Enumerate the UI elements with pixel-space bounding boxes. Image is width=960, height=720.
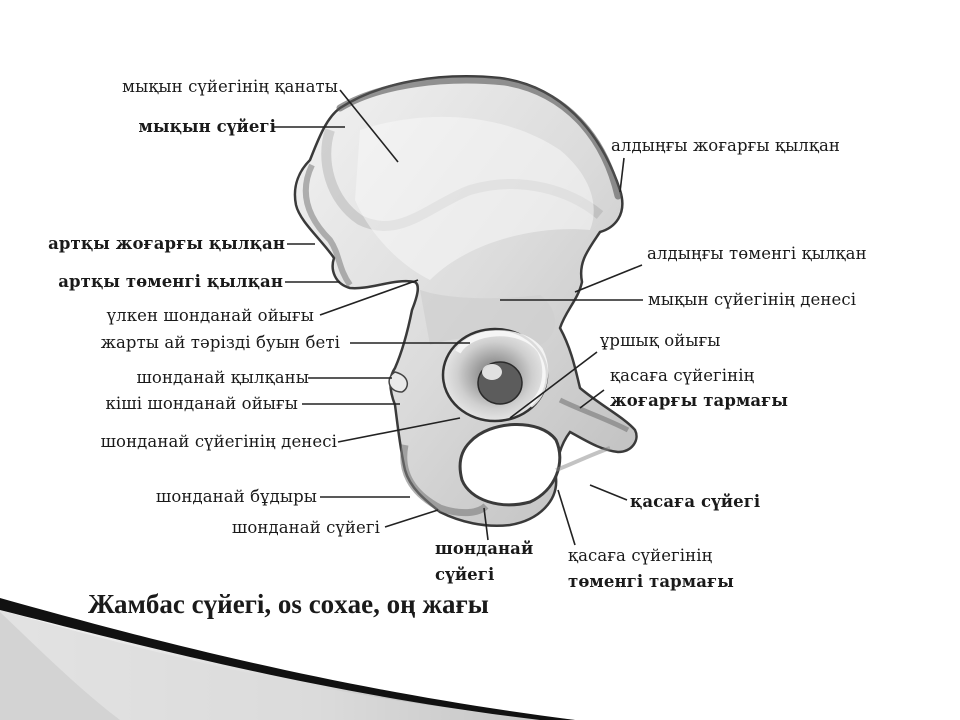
figure-caption: Жамбас сүйегі, os coxae, оң жағы xyxy=(88,589,489,619)
label-lesser-sciatic-notch: кіші шонданай ойығы xyxy=(105,394,298,413)
leader-anterior-superior-spine xyxy=(620,158,624,192)
label-posterior-inferior-spine: артқы төменгі қылқан xyxy=(58,272,283,291)
label-ischium-bold-line2: сүйегі xyxy=(435,565,495,584)
label-ischial-body: шонданай сүйегінің денесі xyxy=(100,432,337,451)
label-inferior-pubic-ramus-line1: қасаға сүйегінің xyxy=(568,546,713,565)
label-pubis: қасаға сүйегі xyxy=(630,492,761,511)
label-ilium: мықын сүйегі xyxy=(138,117,276,136)
label-greater-sciatic-notch: үлкен шонданай ойығы xyxy=(106,306,314,325)
label-acetabular-fossa: ұршық ойығы xyxy=(600,331,721,350)
label-ischial-spine: шонданай қылқаны xyxy=(136,368,309,387)
label-iliac-wing: мықын сүйегінің қанаты xyxy=(122,77,338,96)
leader-pubis xyxy=(590,485,627,500)
label-ischial-tuberosity: шонданай бұдыры xyxy=(155,487,317,506)
hip-bone-illustration xyxy=(295,76,637,525)
label-anterior-superior-spine: алдыңғы жоғарғы қылқан xyxy=(611,136,841,155)
label-iliac-body: мықын сүйегінің денесі xyxy=(648,290,857,309)
label-ischium-bold-line1: шонданай xyxy=(435,539,534,558)
label-ischium: шонданай сүйегі xyxy=(231,518,380,537)
leader-inferior-pubic-ramus xyxy=(558,490,575,545)
label-posterior-superior-spine: артқы жоғарғы қылқан xyxy=(48,234,285,253)
leader-anterior-inferior-spine xyxy=(575,265,642,292)
label-inferior-pubic-ramus-line2: төменгі тармағы xyxy=(568,572,734,591)
label-superior-pubic-ramus-line1: қасаға сүйегінің xyxy=(610,366,755,385)
leader-ischium xyxy=(385,510,438,527)
label-superior-pubic-ramus-line2: жоғарғы тармағы xyxy=(610,391,789,410)
obturator-foramen xyxy=(460,424,560,504)
label-lunate-surface: жарты ай тәрізді буын беті xyxy=(100,333,340,352)
label-anterior-inferior-spine: алдыңғы төменгі қылқан xyxy=(647,244,867,263)
